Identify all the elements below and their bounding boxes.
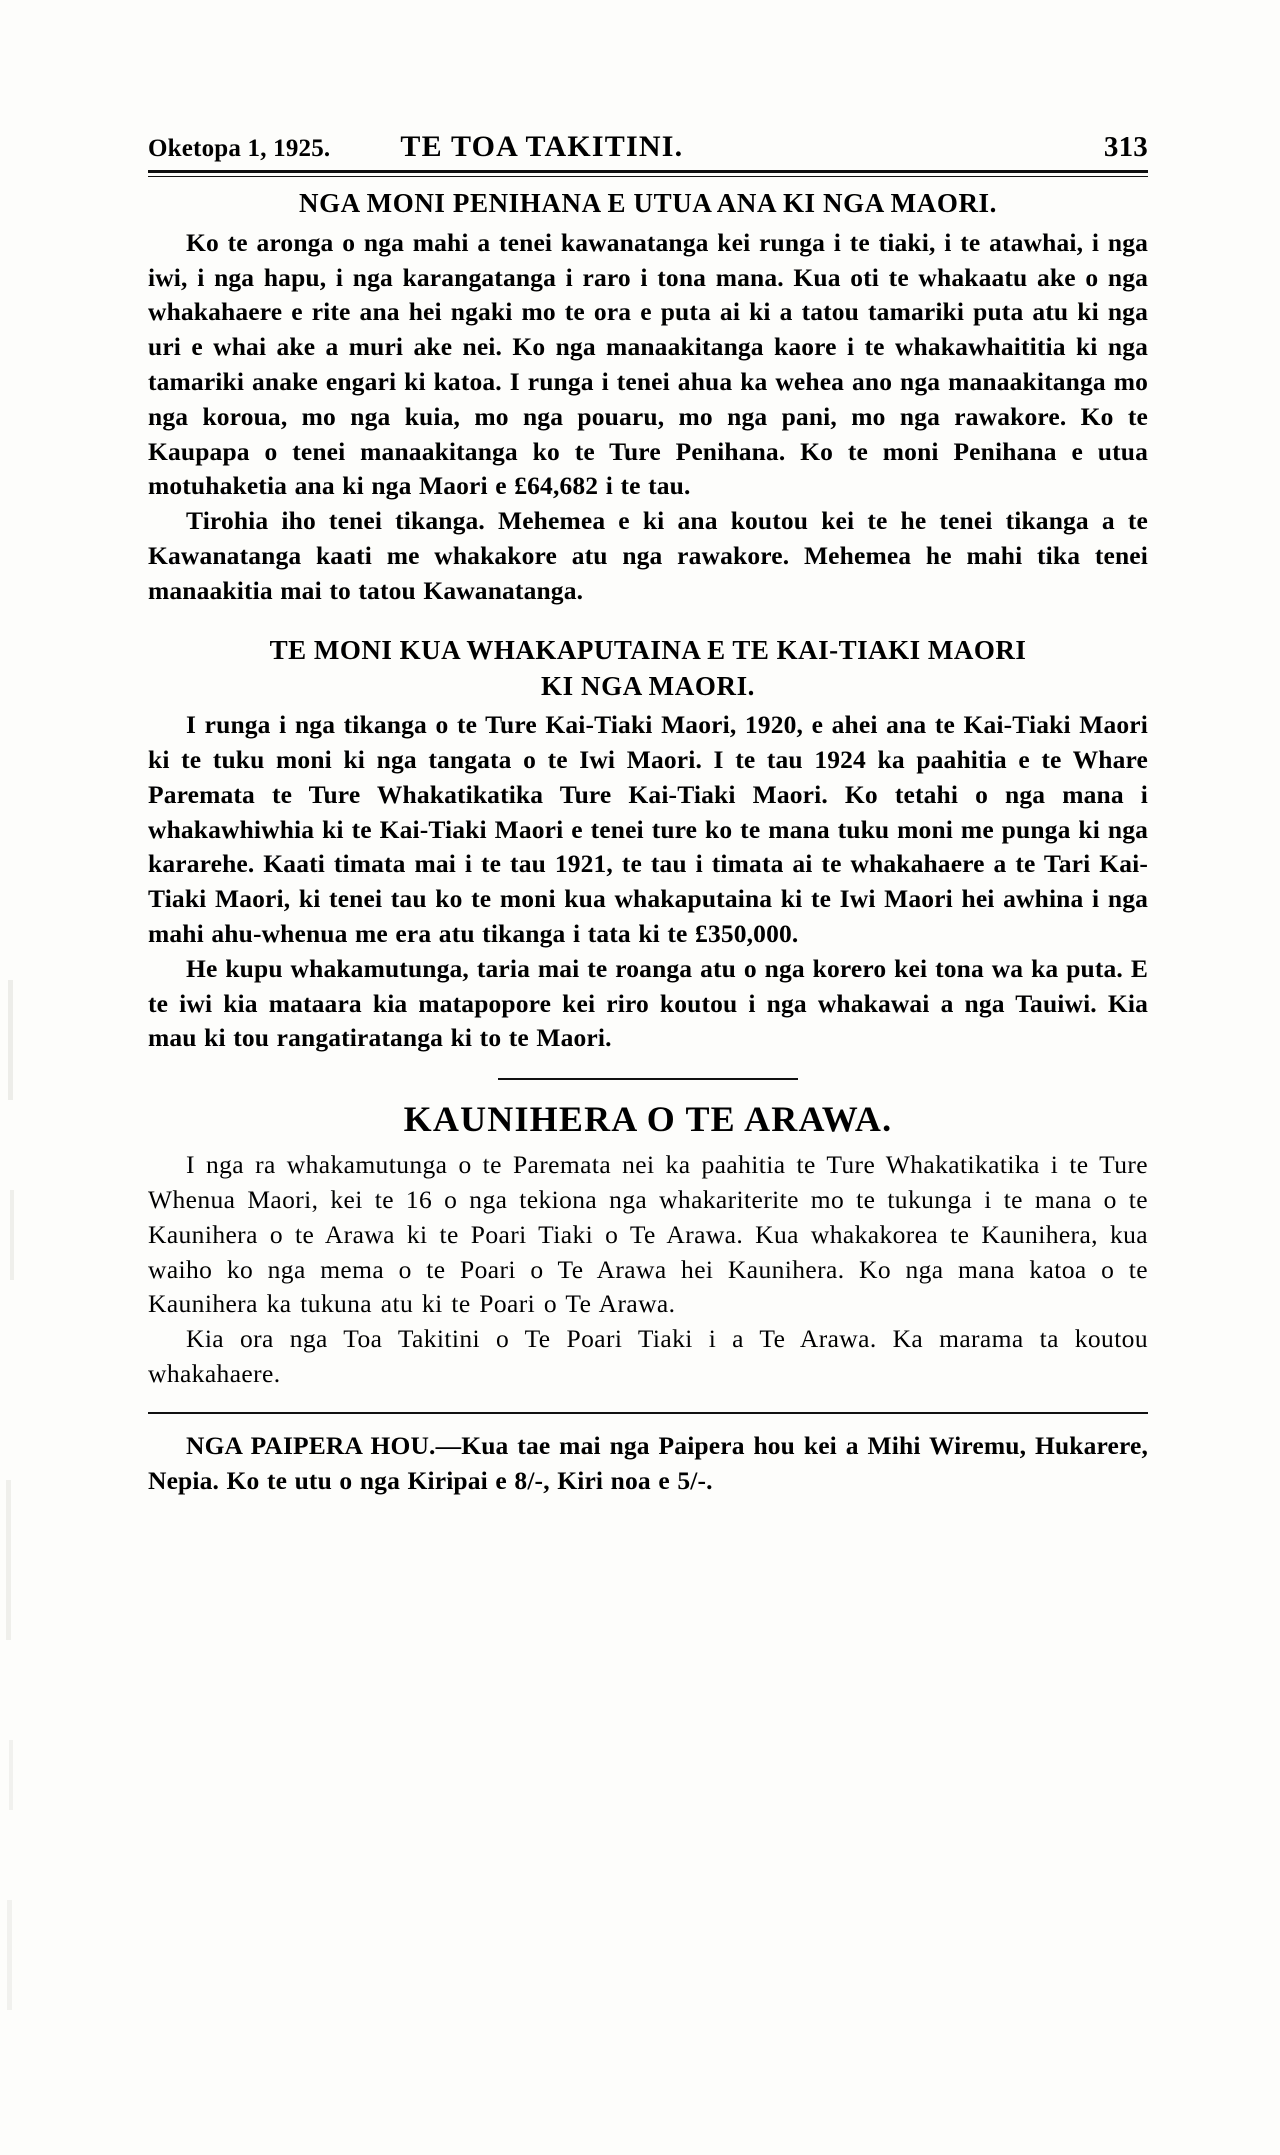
running-head	[148, 130, 1148, 164]
page-edge-artifact	[6, 1480, 11, 1640]
page-edge-artifact	[7, 1900, 12, 2010]
notice-text: —Kua tae mai nga Paipera hou kei a Mihi Wiremu, Hukarere, Nepia. Ko te utu o nga Kiripai e 8/-, Kiri noa e 5/-.	[148, 1430, 1148, 1495]
paragraph: Ko te aronga o nga mahi a tenei kawanatanga kei runga i te tiaki, i te atawhai, i nga iwi, i nga hapu, i nga karangatanga i raro i tona mana. Kua oti te whakaatu ake o nga whakahaere e rite ana hei ngaki mo te ora e puta ai ki a tatou tamariki puta atu ki nga uri e whai ake a muri ake nei. Ko nga manaakitanga kaore i te whakawhaititia ki nga tamariki anake engari ki katoa. I runga i tenei ahua ka wehea ano nga manaakitanga mo nga koroua, mo nga kuia, mo nga pouaru, mo nga pani, mo nga rawakore. Ko te Kaupapa o tenei manaakitanga ko te Ture Penihana. Ko te moni Penihana e utua motuhaketia ana ki nga Maori e £64,682 i te tau.	[148, 227, 1148, 501]
journal-title: TE TOA TAKITINI.	[400, 130, 684, 163]
notice-lead: NGA PAIPERA HOU.	[186, 1430, 436, 1460]
section-heading-trustee-line2: KI NGA MAORI.	[540, 670, 756, 701]
page-edge-artifact	[9, 1740, 13, 1810]
issue-date: Oketopa 1, 1925.	[148, 135, 331, 162]
paragraph: He kupu whakamutunga, taria mai te roanga atu o nga korero kei tona wa ka puta. E te iwi kia mataara kia matapopore kei riro koutou i nga whakawai a nga Tauiwi. Kia mau ki tou rangatiratanga ki to te Maori.	[148, 953, 1148, 1053]
article-title-kaunihera: KAUNIHERA O TE ARAWA.	[403, 1099, 893, 1140]
page-edge-artifact	[10, 1190, 14, 1280]
section-heading-trustee-line1: TE MONI KUA WHAKAPUTAINA E TE KAI-TIAKI MAORI	[269, 634, 1027, 665]
paragraph: Tirohia iho tenei tikanga. Mehemea e ki ana koutou kei te he tenei tikanga a te Kawanatanga kaati me whakakore atu nga rawakore. Mehemea he mahi tika tenei manaakitia mai to tatou Kawanatanga.	[148, 506, 1148, 605]
page-number: 313	[1103, 131, 1148, 163]
header-rule	[148, 170, 1148, 177]
section-divider	[498, 1078, 798, 1080]
section-heading-pensions: NGA MONI PENIHANA E UTUA ANA KI NGA MAORI.	[298, 188, 997, 218]
page-edge-artifact	[8, 980, 13, 1100]
paragraph: Kia ora nga Toa Takitini o Te Poari Tiaki i a Te Arawa. Ka marama ta koutou whakahaere.	[148, 1324, 1148, 1389]
notice-block	[148, 1428, 1148, 1498]
paragraph: I nga ra whakamutunga o te Paremata nei ka paahitia te Ture Whakatikatika i te Ture Whenua Maori, kei te 16 o nga tekiona nga whakariterite mo te tukunga i te mana o te Kaunihera o te Arawa ki te Poari Tiaki o Te Arawa. Kua whakakorea te Kaunihera, kua waiho ko nga mema o te Poari o Te Arawa hei Kaunihera. Ko nga mana katoa o te Kaunihera ka tukuna atu ki te Poari o Te Arawa.	[148, 1150, 1148, 1319]
page-content	[148, 130, 1148, 1498]
paragraph: I runga i nga tikanga o te Ture Kai-Tiaki Maori, 1920, e ahei ana te Kai-Tiaki Maori ki te tuku moni ki nga tangata o te Iwi Maori. I te tau 1924 ka paahitia e te Whare Paremata te Ture Whakatikatika Ture Kai-Tiaki Maori. Ko tetahi o nga mana i whakawhiwhia ki te Kai-Tiaki Maori e tenei ture ko te mana tuku moni me punga ki nga kararehe. Kaati timata mai i te tau 1921, te tau i timata ai te whakahaere a te Tari Kai-Tiaki Maori, ki tenei tau ko te moni kua whakaputaina ki te Iwi Maori hei awhina i nga mahi ahu-whenua me era atu tikanga i tata ki te £350,000.	[148, 710, 1148, 949]
notice-divider	[148, 1412, 1148, 1414]
spacer	[148, 177, 1148, 187]
